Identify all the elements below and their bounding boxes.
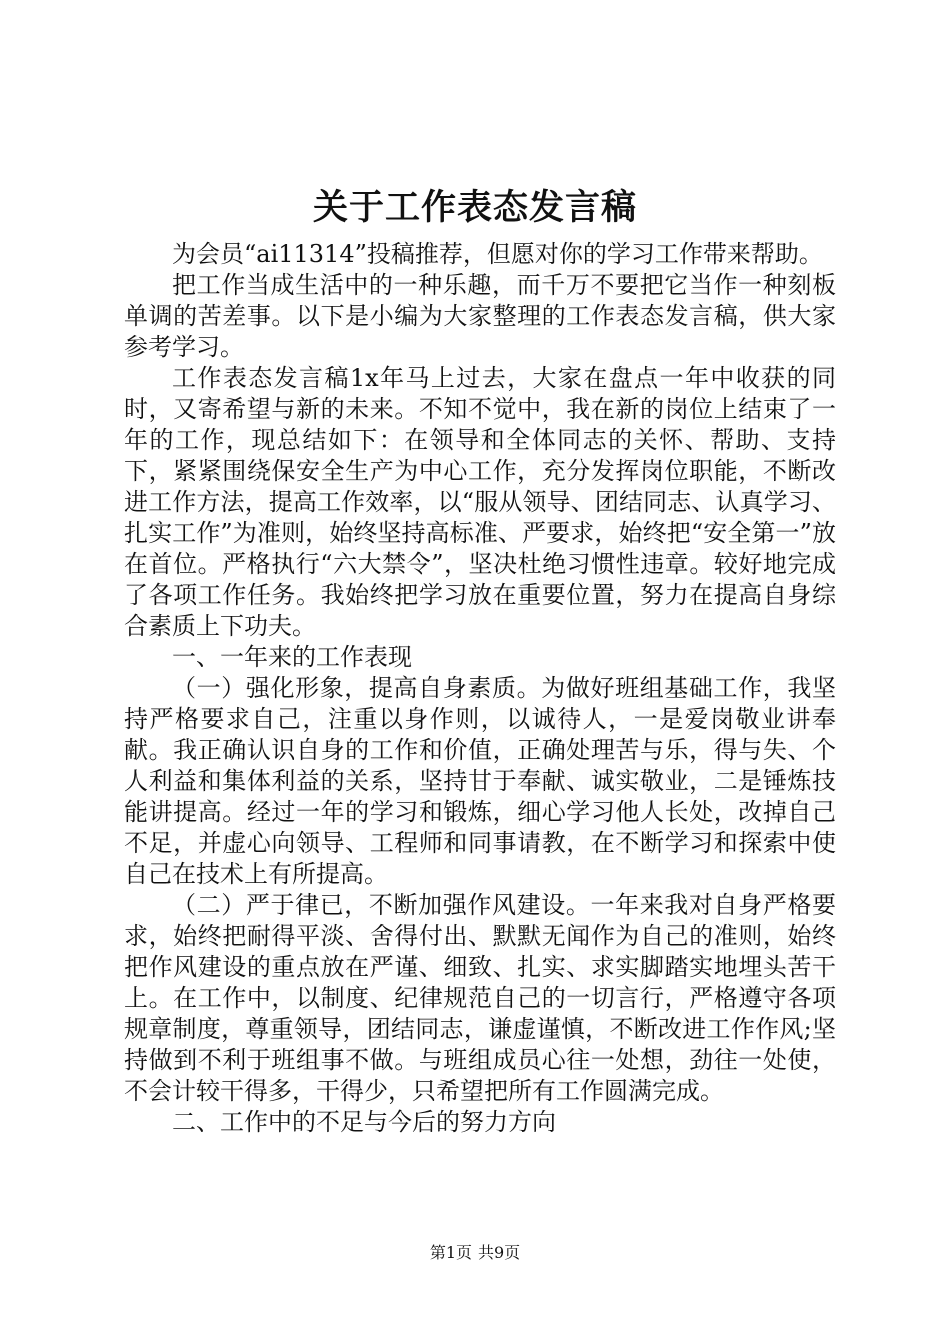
paragraph-subsection-2: （二）严于律已，不断加强作风建设。一年来我对自身严格要求，始终把耐得平淡、舍得付出、默默无闻作为自己的准则，始终把作风建设的重点放在严谨、细致、扎实、求实脚踏实地埋头苦干上。在工作中，以制度、纪律规范自己的一切言行，严格遵守各项规章制度，尊重领导，团结同志，谦虚谨慎，不断改进工作作风;坚持做到不利于班组事不做。与班组成员心往一处想，劲往一处使，不会计较干得多，干得少，只希望把所有工作圆满完成。 xyxy=(124,891,836,1105)
page-number: 第1页 xyxy=(429,1243,472,1262)
section-heading-2: 二、工作中的不足与今后的努力方向 xyxy=(172,1108,556,1136)
paragraph-main: 工作表态发言稿1x年马上过去，大家在盘点一年中收获的同时，又寄希望与新的未来。不知不觉中，我在新的岗位上结束了一年的工作，现总结如下：在领导和全体同志的关怀、帮助、支持下，紧紧围绕保安全生产为中心工作，充分发挥岗位职能，不断改进工作方法，提高工作效率，以“服从领导、团结同志、认真学习、扎实工作”为准则，始终坚持高标准、严要求，始终把“安全第一”放在首位。严格执行“六大禁令”，坚决杜绝习惯性违章。较好地完成了各项工作任务。我始终把学习放在重要位置，努力在提高自身综合素质上下功夫。 xyxy=(124,364,836,640)
document-title: 关于工作表态发言稿 xyxy=(312,187,637,228)
document-body xyxy=(124,239,836,1138)
page-footer xyxy=(0,1241,950,1265)
paragraph-intro: 为会员“ai11314”投稿推荐，但愿对你的学习工作带来帮助。 xyxy=(172,240,823,268)
page-total: 共9页 xyxy=(478,1243,521,1262)
section-heading-1: 一、一年来的工作表现 xyxy=(172,643,412,671)
paragraph-subsection-1: （一）强化形象，提高自身素质。为做好班组基础工作，我坚持严格要求自己，注重以身作则，以诚待人，一是爱岗敬业讲奉献。我正确认识自身的工作和价值，正确处理苦与乐，得与失、个人利益和集体利益的关系，坚持甘于奉献、诚实敬业，二是锤炼技能讲提高。经过一年的学习和锻炼，细心学习他人长处，改掉自己不足，并虚心向领导、工程师和同事请教，在不断学习和探索中使自己在技术上有所提高。 xyxy=(124,674,836,888)
paragraph-preface: 把工作当成生活中的一种乐趣，而千万不要把它当作一种刻板单调的苦差事。以下是小编为大家整理的工作表态发言稿，供大家参考学习。 xyxy=(124,271,836,361)
